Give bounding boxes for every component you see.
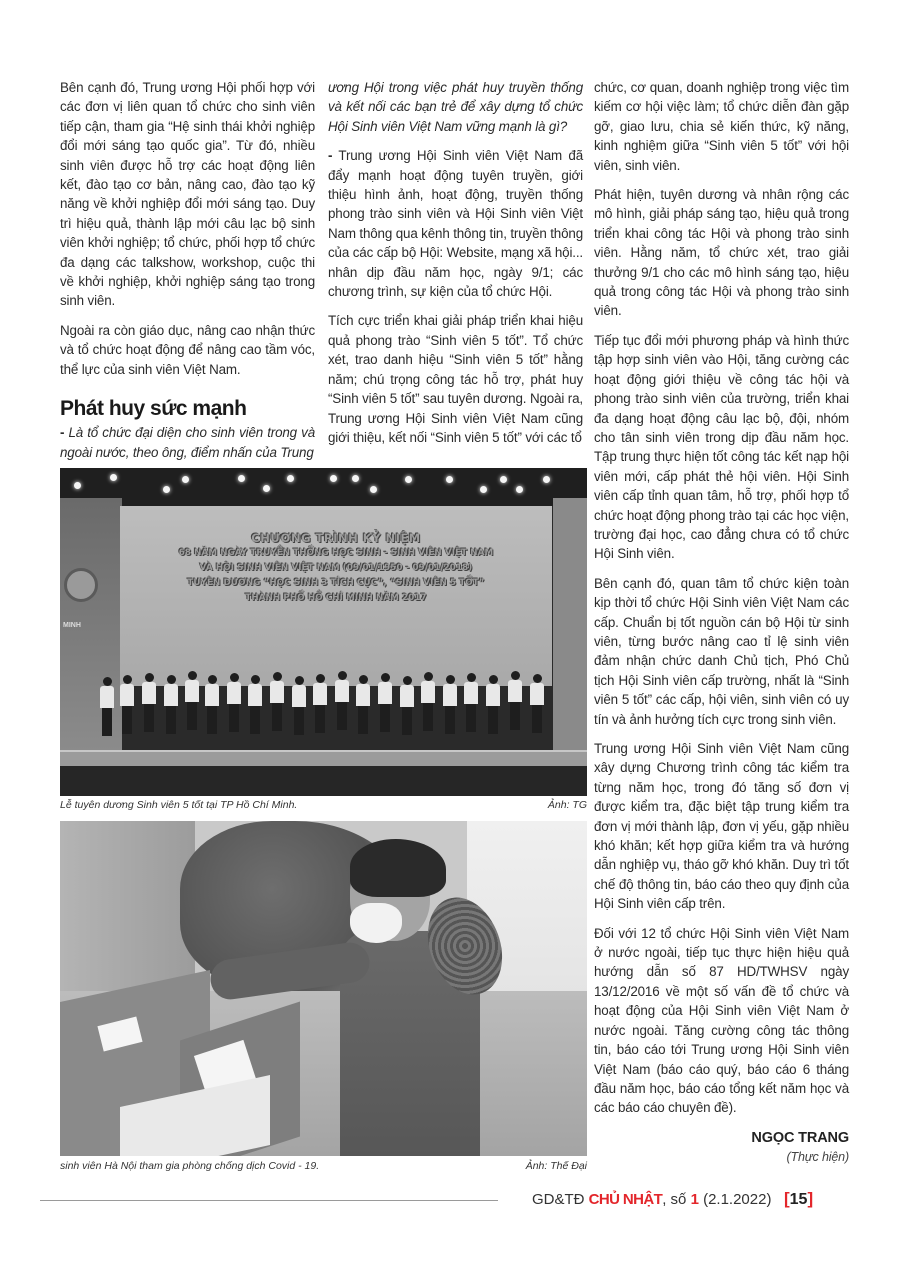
stage-light (74, 482, 81, 489)
page-bracket-close: ] (807, 1189, 814, 1208)
page-bracket-open: [ (783, 1189, 790, 1208)
paragraph: Tiếp tục đổi mới phương pháp và hình thức tập hợp sinh viên vào Hội, tăng cường các hoạt động giới thiệu về công tác hội và phong trào sinh viên của trường, triển khai đa dạng hoạt động câu lạc bộ, đội, nhóm cho tân sinh viên trong dịp đầu năm học. Tập trung thực hiện tốt công tác kết nạp hội viên mới, cấp phát thẻ hội viên. Hội Sinh viên cấp tỉnh quan tâm, hỗ trợ, phối hợp tổ chức hoạt động phong trào tại các học viện, trường đại học, cao đẳng chưa có tổ chức Hội Sinh viên. (594, 332, 849, 562)
banner-line: THÀNH PHỐ HỒ CHÍ MINH NĂM 2017 (245, 593, 427, 603)
paragraph: Bên cạnh đó, Trung ương Hội phối hợp với các đơn vị liên quan tổ chức cho sinh viên tiếp cận, tham gia “Hệ sinh thái khởi nghiệp đổi mới sáng tạo quốc gia”. Từ đó, nhiều sinh viên được hỗ trợ các hoạt động liên kết, đào tạo cơ bản, nâng cao, đào tạo kỹ năng về khởi nghiệp đổi mới sáng tạo. Duy trì hiệu quả, thành lập mới câu lạc bộ sinh viên khởi nghiệp; tổ chức, phối hợp tổ chức đa dạng các talkshow, workshop, cuộc thi về khởi nghiệp, khởi nghiệp sáng tạo trong sinh viên. (60, 80, 315, 309)
building-background (60, 821, 195, 991)
caption-text: Lễ tuyên dương Sinh viên 5 tốt tại TP Hồ Chí Minh. (60, 799, 298, 811)
photo-ceremony (60, 468, 587, 796)
paragraph: Bên cạnh đó, quan tâm tổ chức kiện toàn kịp thời tổ chức Hội Sinh viên Việt Nam các cấp. Chuẩn bị tốt nguồn cán bộ Hội từ sinh viên, từng bước nâng cao tỉ lệ sinh viên đảm nhận chức danh Chủ tịch, Phó Chủ tịch Hội Sinh viên cấp trường, nhất là “Sinh viên 5 tốt” các cấp, hội viên, sinh viên có uy tín và ảnh hưởng tích cực trong sinh viên. (594, 575, 849, 727)
banner-line: 68 NĂM NGÀY TRUYỀN THỐNG HỌC SINH - SINH VIÊN VIỆT NAM (178, 548, 494, 558)
stage-light (370, 486, 377, 493)
publication-name: GD&TĐ (532, 1191, 589, 1208)
interview-answer (328, 146, 583, 301)
article-column-3 (594, 78, 849, 1166)
photo-credit: Ảnh: TG (547, 799, 587, 811)
answer-text: Trung ương Hội Sinh viên Việt Nam đã đẩy mạnh hoạt động tuyên truyền, giới thiệu hình ảnh, hoạt động, truyền thống phong trào sinh viên và Hội Sinh viên Việt Nam thông qua kênh thông tin, truyền thông của các cấp bộ Hội: Website, mạng xã hội... nhân dịp đầu năm học, ngày 9/1; các chương trình, sự kiện của tổ chức Hội. (328, 148, 584, 300)
stage-light (352, 475, 359, 482)
stage-banner (120, 530, 552, 606)
article-column-2 (328, 78, 583, 447)
stage-screen (120, 506, 552, 686)
stage-light (516, 486, 523, 493)
banner-line: VÀ HỘI SINH VIÊN VIỆT NAM (09/01/1950 - 09/01/2018) (199, 563, 473, 573)
byline (594, 1128, 849, 1166)
stage-light (182, 476, 189, 483)
question-text: Là tổ chức đại diện cho sinh viên trong và ngoài nước, theo ông, điểm nhấn của Trung (60, 425, 315, 460)
issue-number: 1 (690, 1191, 699, 1208)
banner-line: CHƯƠNG TRÌNH KỶ NIỆM (251, 531, 421, 545)
volunteer-hair (350, 839, 446, 897)
stage-light (263, 485, 270, 492)
stage-light (287, 475, 294, 482)
page-number: 15 (789, 1191, 808, 1208)
author-name: NGỌC TRANG (751, 1129, 849, 1146)
issue-prefix: , số (662, 1191, 691, 1208)
photo-caption (60, 799, 587, 811)
paragraph: Tích cực triển khai giải pháp triển khai hiệu quả phong trào “Sinh viên 5 tốt”. Tổ chức xét, trao danh hiệu “Sinh viên 5 tốt” hằng năm; chú trọng công tác hỗ trợ, phát huy “Sinh viên 5 tốt” sau tuyên dương. Ngoài ra, Trung ương Hội Sinh viên Việt Nam cũng giới thiệu, kết nối “Sinh viên 5 tốt” với các tổ (328, 313, 583, 445)
stage-floor (60, 750, 587, 766)
face-mask (350, 903, 402, 943)
interview-question-continued: ương Hội trong việc phát huy truyền thống và kết nối các bạn trẻ để xây dựng tổ chức Hội Sinh viên Việt Nam vững mạnh là gì? (328, 80, 583, 134)
issue-date: (2.1.2022) (698, 1191, 772, 1208)
logo-text: MINH (63, 622, 81, 629)
photo-caption (60, 1160, 587, 1172)
paragraph: Đối với 12 tổ chức Hội Sinh viên Việt Nam ở nước ngoài, tiếp tục thực hiện hiệu quả hướng dẫn số 87 HD/TWHSV ngày 13/12/2016 về một số vấn đề tổ chức và hoạt động của Hội Sinh viên Việt Nam ở nước ngoài. Tăng cường công tác thông tin, báo cáo tới Trung ương Hội Sinh viên Việt Nam (báo cáo quý, báo cáo 6 tháng đầu năm học, báo cáo tổng kết năm học và các báo cáo chuyên đề). (594, 925, 849, 1116)
section-heading: Phát huy sức mạnh (60, 397, 247, 421)
paragraph: chức, cơ quan, doanh nghiệp trong việc tìm kiếm cơ hội việc làm; tổ chức diễn đàn gặp gỡ, giao lưu, chia sẻ kiến thức, kỹ năng, kinh nghiệm giữa “Sinh viên 5 tốt” với hội viên, sinh viên. (594, 80, 849, 173)
stage-light (500, 476, 507, 483)
page-footer (532, 1189, 813, 1209)
footer-divider (40, 1200, 498, 1201)
photo-volunteer (60, 821, 587, 1156)
student-association-logo-icon (64, 568, 98, 602)
author-role: (Thực hiện) (786, 1149, 849, 1164)
answer-dash: - (328, 148, 333, 164)
stage-light (238, 475, 245, 482)
publication-brand: CHỦ NHẬT (588, 1191, 663, 1208)
article-column-1 (60, 78, 315, 462)
stage-light (446, 476, 453, 483)
stage-lighting-rig (60, 468, 587, 506)
stage-light (480, 486, 487, 493)
awardee-group (90, 673, 550, 748)
question-dash: - (60, 425, 65, 441)
interview-question (60, 423, 315, 462)
stage-light (405, 476, 412, 483)
caption-text: sinh viên Hà Nội tham gia phòng chống dịch Covid - 19. (60, 1160, 320, 1172)
stage-light (110, 474, 117, 481)
photo-credit: Ảnh: Thế Đại (525, 1160, 587, 1172)
stage-base (60, 766, 587, 796)
paragraph: Ngoài ra còn giáo dục, nâng cao nhận thức và tổ chức hoạt động để nâng cao tầm vóc, thể lực của sinh viên Việt Nam. (60, 322, 315, 377)
side-screen-right (553, 498, 587, 758)
stage-light (163, 486, 170, 493)
paragraph: Phát hiện, tuyên dương và nhân rộng các mô hình, giải pháp sáng tạo, hiệu quả trong triển khai công tác Hội và phong trào sinh viên. Hằng năm, tổ chức xét, trao giải thưởng 9/1 cho các mô hình sáng tạo, hiệu quả trong công tác Hội và phong trào sinh viên. (594, 187, 849, 319)
stage-light (543, 476, 550, 483)
banner-line: TUYÊN DƯƠNG “HỌC SINH 3 TÍCH CỰC”, “SINH VIÊN 5 TỐT” (187, 578, 485, 588)
paragraph: Trung ương Hội Sinh viên Việt Nam cũng xây dựng Chương trình công tác kiểm tra từng năm học, trong đó tăng số đơn vị được kiểm tra, đặc biệt tập trung kiểm tra đơn vị mới thành lập, đơn vị yếu, gặp nhiều khó khăn; kết hợp giữa kiểm tra và hướng dẫn nghiệp vụ, tháo gỡ khó khăn. Duy trì tốt chế độ thông tin, báo cáo theo quy định của Hội Sinh viên cấp trên. (594, 741, 849, 912)
stage-light (330, 475, 337, 482)
